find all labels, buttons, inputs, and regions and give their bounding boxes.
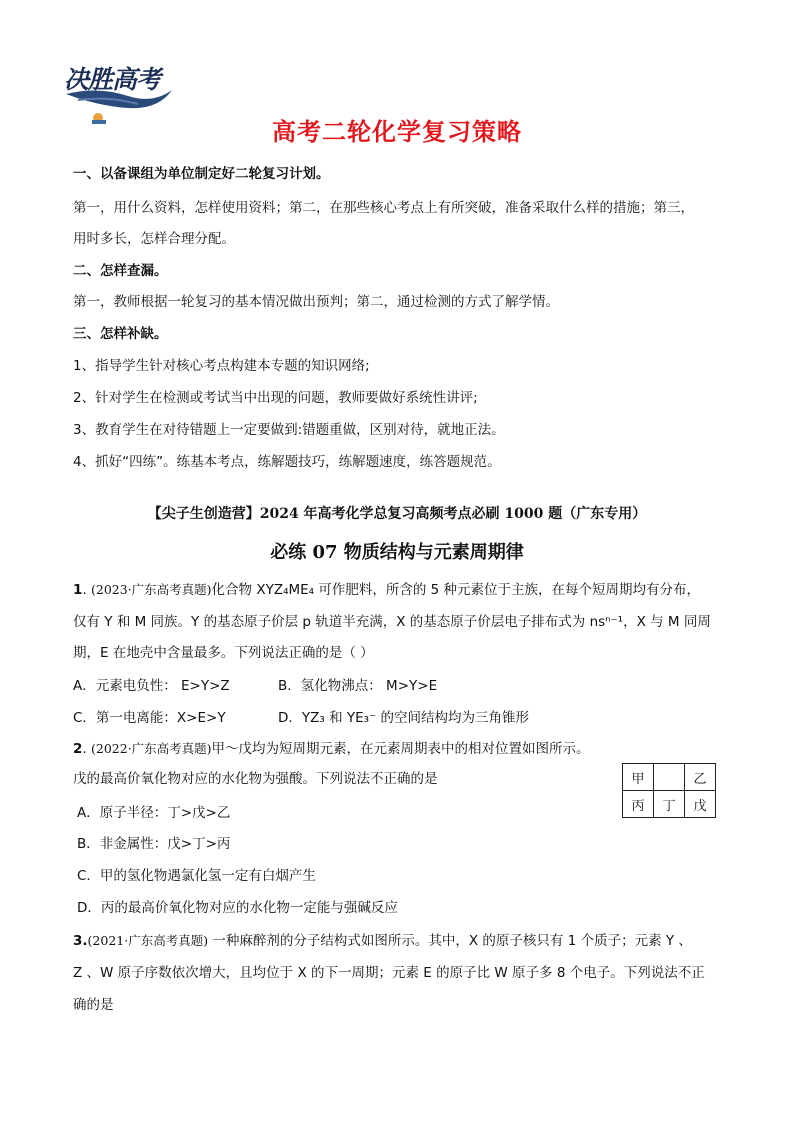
- question-1-number: 1: [73, 582, 83, 598]
- question-1-line-1: 1. (2023·广东高考真题)化合物 XYZ₄ME₄ 可作肥料，所含的 5 种元素位于主族，在每个短周期均有分布，: [73, 582, 701, 598]
- strategy-item-2: 2、针对学生在检测或考试当中出现的问题，教师要做好系统性讲评;: [73, 390, 478, 406]
- table-cell-ding: 丁: [654, 791, 685, 818]
- question-1-line-3: 期，E 在地壳中含量最多。下列说法正确的是（ ）: [73, 645, 374, 661]
- table-cell-bing: 丙: [623, 791, 654, 818]
- question-2-line-2: 戊的最高价氧化物对应的水化物为强酸。下列说法不正确的是: [73, 771, 438, 787]
- table-cell-yi: 乙: [685, 764, 716, 791]
- question-2-option-d: D．丙的最高价氧化物对应的水化物一定能与强碱反应: [77, 900, 398, 916]
- question-2-stem: 甲～戊均为短周期元素，在元素周期表中的相对位置如图所示。: [211, 741, 590, 757]
- strategy-paragraph-1b: 用时多长，怎样合理分配。: [73, 231, 235, 247]
- question-1-option-b: B．氢化物沸点： M>Y>E: [278, 678, 438, 694]
- strategy-paragraph-1a: 第一，用什么资料，怎样使用资料；第二，在那些核心考点上有所突破，准备采取什么样的措施；第三，: [73, 200, 694, 216]
- logo-text: 决胜高考: [64, 65, 161, 94]
- strategy-heading-3: 三、怎样补缺。: [73, 326, 168, 342]
- strategy-paragraph-2: 第一，教师根据一轮复习的基本情况做出预判；第二，通过检测的方式了解学情。: [73, 294, 559, 310]
- question-1-source: (2023·广东高考真题): [91, 582, 212, 597]
- strategy-item-3: 3、教育学生在对待错题上一定要做到:错题重做，区别对待，就地正法。: [73, 422, 505, 438]
- question-2-option-c: C．甲的氢化物遇氯化氢一定有白烟产生: [77, 868, 316, 884]
- question-3-line-3: 确的是: [73, 997, 114, 1013]
- question-1-option-c: C．第一电离能：X>E>Y: [73, 710, 226, 726]
- question-3-source: (2021·广东高考真题): [87, 933, 209, 948]
- question-3-line-2: Z 、W 原子序数依次增大，且均位于 X 的下一周期；元素 E 的原子比 W 原子多 8 个电子。下列说法不正: [73, 965, 705, 981]
- question-1-stem: 化合物 XYZ₄ME₄ 可作肥料，所含的 5 种元素位于主族，在每个短周期均有分布，: [211, 582, 701, 598]
- question-1-line-2: 仅有 Y 和 M 同族。Y 的基态原子价层 p 轨道半充满，X 的基态原子价层电子排布式为 nsⁿ⁻¹，X 与 M 同周: [73, 614, 711, 630]
- section-title: 必练 07 物质结构与元素周期律: [270, 542, 524, 563]
- strategy-heading-1: 一、以备课组为单位制定好二轮复习计划。: [73, 166, 330, 182]
- question-3-stem: 一种麻醉剂的分子结构式如图所示。其中，X 的原子核只有 1 个质子；元素 Y 、: [208, 933, 692, 949]
- exam-subtitle: 【尖子生创造营】2024 年高考化学总复习高频考点必刷 1000 题（广东专用）: [147, 506, 647, 522]
- question-3-line-1: [73, 931, 733, 951]
- question-2-number: 2: [73, 741, 83, 757]
- strategy-item-1: 1、指导学生针对核心考点构建本专题的知识网络;: [73, 358, 370, 374]
- question-2-option-a: A．原子半径：丁>戊>乙: [77, 805, 231, 821]
- table-cell-wu: 戊: [685, 791, 716, 818]
- question-2-option-b: B．非金属性：戊>丁>丙: [77, 836, 231, 852]
- question-2-line-1: 2. (2022·广东高考真题)甲～戊均为短周期元素，在元素周期表中的相对位置如图所示。: [73, 741, 590, 757]
- question-1-option-d: D．YZ₃ 和 YE₃⁻ 的空间结构均为三角锥形: [278, 710, 529, 726]
- question-3-number: 3.: [73, 933, 88, 949]
- question-2-source: (2022·广东高考真题): [91, 741, 212, 756]
- table-cell-empty: [654, 764, 685, 791]
- strategy-item-4: 4、抓好“四练”。练基本考点，练解题技巧，练解题速度，练答题规范。: [73, 454, 501, 470]
- periodic-table-fragment: [622, 763, 716, 818]
- question-1-option-a: A．元素电负性： E>Y>Z: [73, 678, 230, 694]
- table-cell-jia: 甲: [623, 764, 654, 791]
- page-title: 高考二轮化学复习策略: [272, 118, 522, 146]
- strategy-heading-2: 二、怎样查漏。: [73, 263, 168, 279]
